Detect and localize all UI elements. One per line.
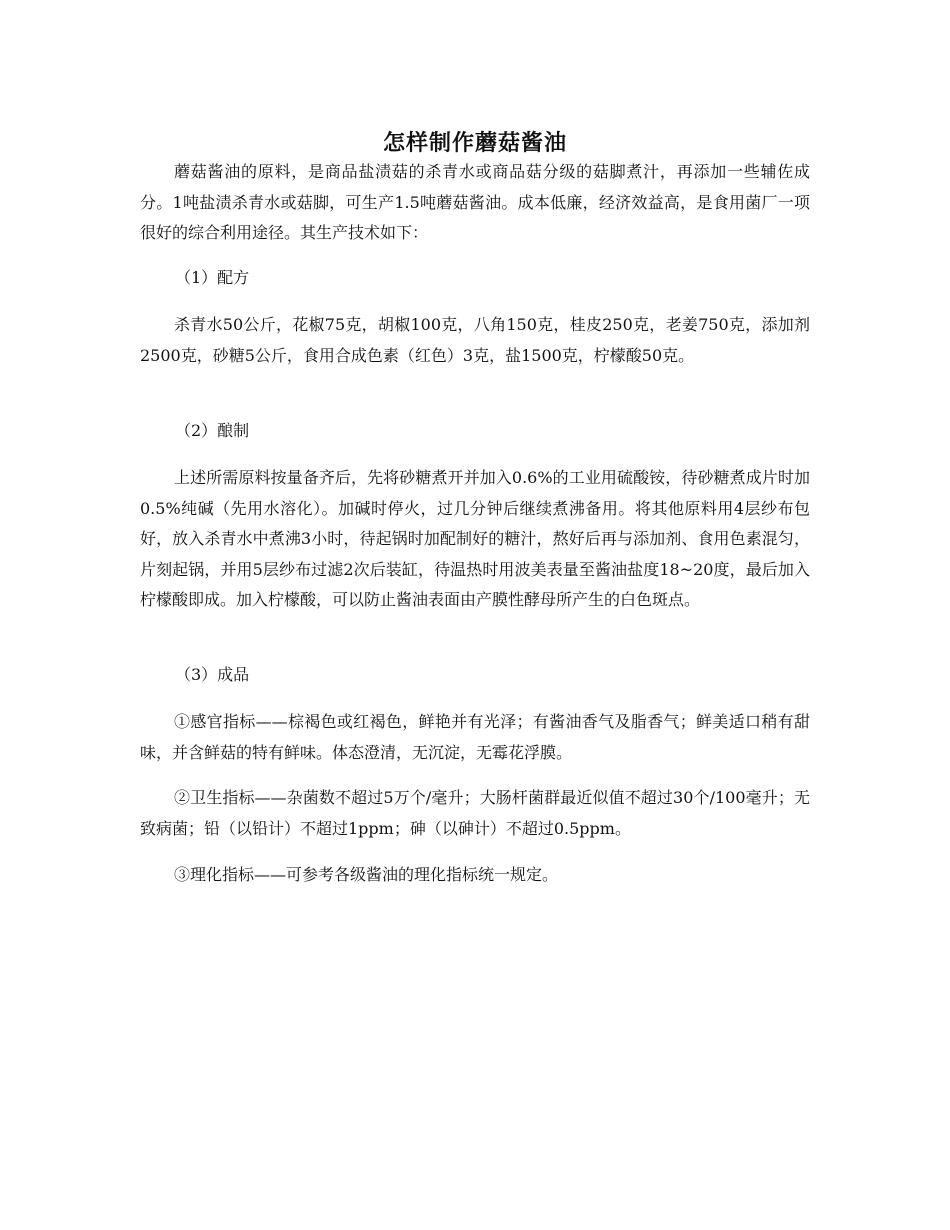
- document-title: 怎样制作蘑菇酱油: [382, 129, 567, 156]
- formula-paragraph: 杀青水50公斤，花椒75克，胡椒100克，八角150克，桂皮250克，老姜750克，添加剂2500克，砂糖5公斤，食用合成色素（红色）3克，盐1500克，柠檬酸50克。: [140, 315, 810, 365]
- section-heading-brewing: （2）酿制: [175, 421, 250, 440]
- section-heading-formula: （1）配方: [175, 268, 250, 287]
- brewing-paragraph: 上述所需原料按量备齐后，先将砂糖煮开并加入0.6%的工业用硫酸铵，待砂糖煮成片时加0.5%纯碱（先用水溶化）。加碱时停火，过几分钟后继续煮沸备用。将其他原料用4层纱布包好，放入杀青水中煮沸3小时，待起锅时加配制好的糖汁，熬好后再与添加剂、食用色素混匀，片刻起锅，并用5层纱布过滤2次后装缸，待温热时用波美表量至酱油盐度18~20度，最后加入柠檬酸即成。加入柠檬酸，可以防止酱油表面由产膜性酵母所产生的白色斑点。: [140, 468, 810, 609]
- intro-paragraph: 蘑菇酱油的原料，是商品盐渍菇的杀青水或商品菇分级的菇脚煮汁，再添加一些辅佐成分。1吨盐渍杀青水或菇脚，可生产1.5吨蘑菇酱油。成本低廉，经济效益高，是食用菌厂一项很好的综合利用途径。其生产技术如下：: [140, 162, 810, 242]
- sensory-indicator-item: ①感官指标——棕褐色或红褐色，鲜艳并有光泽；有酱油香气及脂香气；鲜美适口稍有甜味，并含鲜菇的特有鲜味。体态澄清，无沉淀，无霉花浮膜。: [140, 712, 810, 762]
- hygiene-indicator-item: ②卫生指标——杂菌数不超过5万个/毫升；大肠杆菌群最近似值不超过30个/100毫升；无致病菌；铅（以铅计）不超过1ppm；砷（以砷计）不超过0.5ppm。: [140, 788, 810, 838]
- section-heading-product: （3）成品: [175, 665, 250, 684]
- physicochemical-indicator-item: ③理化指标——可参考各级酱油的理化指标统一规定。: [174, 865, 559, 884]
